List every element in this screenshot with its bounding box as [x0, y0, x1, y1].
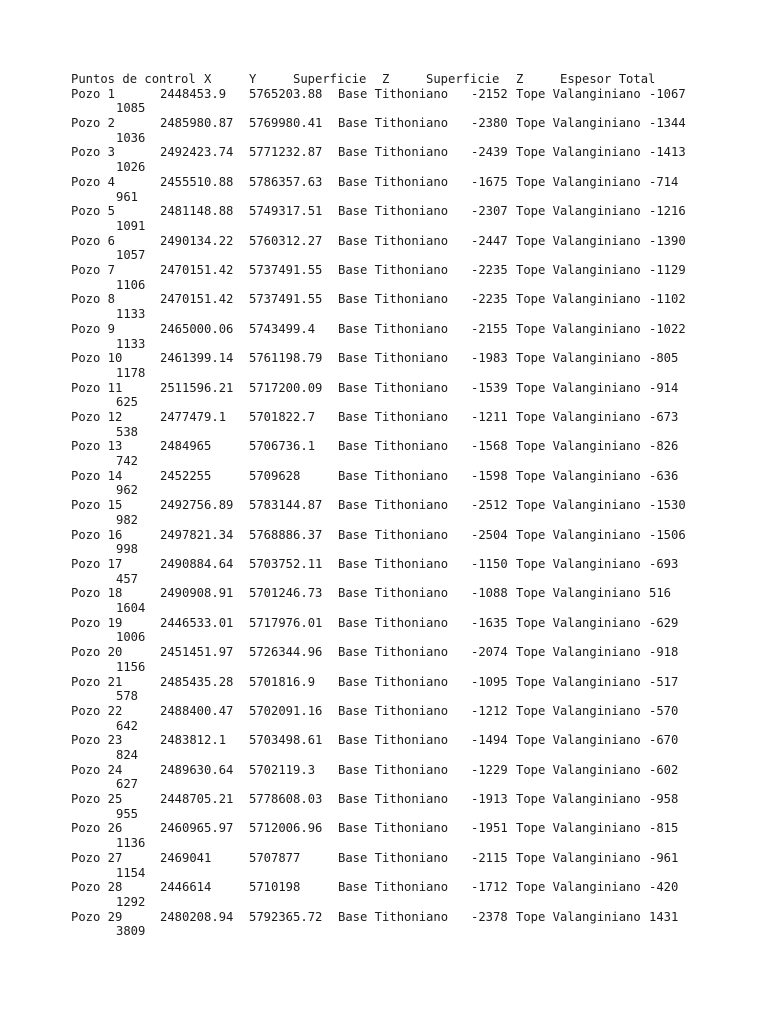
- cell-superficie-base: Base Tithoniano: [338, 527, 449, 542]
- cell-y: 5702091.16: [249, 703, 323, 718]
- cell-z-tope: -1413: [649, 145, 686, 160]
- cell-espesor: 538: [116, 424, 139, 439]
- cell-z-tope: 516: [649, 586, 672, 601]
- cell-z-base: -1088: [471, 586, 508, 601]
- cell-superficie-tope: Tope Valanginiano: [516, 821, 641, 836]
- cell-superficie-base: Base Tithoniano: [338, 351, 449, 366]
- cell-y: 5701816.9: [249, 674, 316, 689]
- cell-y: 5703498.61: [249, 733, 323, 748]
- cell-pozo: Pozo 22: [71, 703, 123, 718]
- cell-superficie-base: Base Tithoniano: [338, 174, 449, 189]
- cell-superficie-tope: Tope Valanginiano: [516, 792, 641, 807]
- cell-espesor: 1036: [116, 130, 146, 145]
- header-x: X: [204, 72, 212, 86]
- cell-superficie-tope: Tope Valanginiano: [516, 909, 641, 924]
- table-row: [71, 116, 751, 145]
- cell-superficie-base: Base Tithoniano: [338, 86, 449, 101]
- cell-espesor: 642: [116, 718, 139, 733]
- cell-pozo: Pozo 18: [71, 586, 123, 601]
- cell-pozo: Pozo 3: [71, 145, 116, 160]
- table-row: [71, 381, 751, 410]
- cell-x: 2470151.42: [160, 263, 234, 278]
- cell-superficie-tope: Tope Valanginiano: [516, 674, 641, 689]
- cell-y: 5760312.27: [249, 233, 323, 248]
- cell-z-base: -1539: [471, 380, 508, 395]
- cell-superficie-tope: Tope Valanginiano: [516, 439, 641, 454]
- cell-superficie-base: Base Tithoniano: [338, 792, 449, 807]
- cell-espesor: 625: [116, 395, 139, 410]
- cell-pozo: Pozo 14: [71, 468, 123, 483]
- cell-x: 2485980.87: [160, 116, 234, 131]
- cell-espesor: 1133: [116, 336, 146, 351]
- cell-x: 2451451.97: [160, 645, 234, 660]
- cell-z-tope: -961: [649, 850, 679, 865]
- cell-x: 2446614: [160, 880, 212, 895]
- cell-y: 5783144.87: [249, 498, 323, 513]
- cell-x: 2483812.1: [160, 733, 227, 748]
- cell-z-tope: -815: [649, 821, 679, 836]
- table-row: [71, 763, 751, 792]
- cell-pozo: Pozo 8: [71, 292, 116, 307]
- table-body: [71, 87, 751, 939]
- cell-superficie-tope: Tope Valanginiano: [516, 645, 641, 660]
- table-row: [71, 234, 751, 263]
- cell-pozo: Pozo 23: [71, 733, 123, 748]
- header-espesor: Espesor Total: [560, 72, 656, 86]
- cell-z-base: -2439: [471, 145, 508, 160]
- cell-x: 2489630.64: [160, 762, 234, 777]
- cell-z-tope: -958: [649, 792, 679, 807]
- cell-espesor: 1604: [116, 601, 146, 616]
- cell-pozo: Pozo 20: [71, 645, 123, 660]
- cell-y: 5703752.11: [249, 556, 323, 571]
- cell-x: 2490884.64: [160, 556, 234, 571]
- cell-pozo: Pozo 21: [71, 674, 123, 689]
- table-row: [71, 557, 751, 586]
- cell-superficie-tope: Tope Valanginiano: [516, 409, 641, 424]
- cell-z-tope: -570: [649, 703, 679, 718]
- header-y: Y: [249, 72, 257, 86]
- cell-pozo: Pozo 27: [71, 850, 123, 865]
- cell-espesor: 1156: [116, 659, 146, 674]
- table-row: [71, 410, 751, 439]
- cell-z-base: -2155: [471, 321, 508, 336]
- cell-y: 5737491.55: [249, 263, 323, 278]
- cell-superficie-tope: Tope Valanginiano: [516, 86, 641, 101]
- cell-superficie-tope: Tope Valanginiano: [516, 263, 641, 278]
- cell-pozo: Pozo 17: [71, 556, 123, 571]
- cell-z-tope: -673: [649, 409, 679, 424]
- cell-pozo: Pozo 9: [71, 321, 116, 336]
- cell-superficie-tope: Tope Valanginiano: [516, 233, 641, 248]
- table-row: [71, 733, 751, 762]
- cell-superficie-tope: Tope Valanginiano: [516, 321, 641, 336]
- cell-x: 2492423.74: [160, 145, 234, 160]
- cell-superficie-base: Base Tithoniano: [338, 145, 449, 160]
- cell-espesor: 961: [116, 189, 139, 204]
- table-row: [71, 910, 751, 939]
- cell-pozo: Pozo 5: [71, 204, 116, 219]
- cell-superficie-tope: Tope Valanginiano: [516, 880, 641, 895]
- cell-pozo: Pozo 16: [71, 527, 123, 542]
- cell-superficie-base: Base Tithoniano: [338, 645, 449, 660]
- cell-y: 5701246.73: [249, 586, 323, 601]
- cell-superficie-tope: Tope Valanginiano: [516, 733, 641, 748]
- cell-z-tope: -1530: [649, 498, 686, 513]
- cell-z-tope: -805: [649, 351, 679, 366]
- table-row: [71, 792, 751, 821]
- cell-superficie-base: Base Tithoniano: [338, 468, 449, 483]
- table-row: [71, 439, 751, 468]
- cell-z-tope: -1216: [649, 204, 686, 219]
- cell-z-tope: -1102: [649, 292, 686, 307]
- table-row: [71, 880, 751, 909]
- cell-z-base: -1568: [471, 439, 508, 454]
- header-puntos: Puntos de control: [71, 72, 196, 86]
- cell-superficie-base: Base Tithoniano: [338, 380, 449, 395]
- cell-espesor: 962: [116, 483, 139, 498]
- cell-z-base: -2235: [471, 263, 508, 278]
- cell-z-base: -2307: [471, 204, 508, 219]
- cell-y: 5717200.09: [249, 380, 323, 395]
- cell-z-tope: -1067: [649, 86, 686, 101]
- cell-pozo: Pozo 24: [71, 762, 123, 777]
- cell-x: 2448705.21: [160, 792, 234, 807]
- cell-y: 5792365.72: [249, 909, 323, 924]
- cell-x: 2446533.01: [160, 615, 234, 630]
- cell-superficie-tope: Tope Valanginiano: [516, 351, 641, 366]
- cell-pozo: Pozo 1: [71, 86, 116, 101]
- table-row: [71, 821, 751, 850]
- cell-x: 2511596.21: [160, 380, 234, 395]
- cell-y: 5771232.87: [249, 145, 323, 160]
- cell-espesor: 1085: [116, 101, 146, 116]
- cell-espesor: 955: [116, 806, 139, 821]
- table-row: [71, 586, 751, 615]
- cell-x: 2497821.34: [160, 527, 234, 542]
- cell-espesor: 1178: [116, 365, 146, 380]
- cell-y: 5707877: [249, 850, 301, 865]
- cell-superficie-base: Base Tithoniano: [338, 703, 449, 718]
- cell-pozo: Pozo 19: [71, 615, 123, 630]
- cell-espesor: 1026: [116, 160, 146, 175]
- table-row: [71, 528, 751, 557]
- cell-z-base: -1150: [471, 556, 508, 571]
- cell-superficie-base: Base Tithoniano: [338, 821, 449, 836]
- cell-x: 2465000.06: [160, 321, 234, 336]
- cell-espesor: 1154: [116, 865, 146, 880]
- cell-pozo: Pozo 12: [71, 409, 123, 424]
- cell-x: 2488400.47: [160, 703, 234, 718]
- cell-z-base: -1913: [471, 792, 508, 807]
- cell-x: 2480208.94: [160, 909, 234, 924]
- cell-superficie-tope: Tope Valanginiano: [516, 145, 641, 160]
- cell-z-tope: -1022: [649, 321, 686, 336]
- cell-espesor: 1006: [116, 630, 146, 645]
- cell-espesor: 578: [116, 689, 139, 704]
- cell-y: 5709628: [249, 468, 301, 483]
- cell-z-tope: -714: [649, 174, 679, 189]
- cell-superficie-base: Base Tithoniano: [338, 674, 449, 689]
- table-row: [71, 675, 751, 704]
- cell-z-base: -2115: [471, 850, 508, 865]
- table-row: [71, 87, 751, 116]
- cell-z-tope: -517: [649, 674, 679, 689]
- cell-z-base: -2074: [471, 645, 508, 660]
- cell-superficie-base: Base Tithoniano: [338, 733, 449, 748]
- cell-superficie-base: Base Tithoniano: [338, 850, 449, 865]
- cell-pozo: Pozo 28: [71, 880, 123, 895]
- cell-pozo: Pozo 15: [71, 498, 123, 513]
- cell-z-base: -2380: [471, 116, 508, 131]
- cell-superficie-tope: Tope Valanginiano: [516, 703, 641, 718]
- header-z-2: Z: [516, 72, 524, 86]
- cell-z-base: -1951: [471, 821, 508, 836]
- cell-z-tope: -693: [649, 556, 679, 571]
- cell-y: 5768886.37: [249, 527, 323, 542]
- cell-x: 2461399.14: [160, 351, 234, 366]
- cell-x: 2448453.9: [160, 86, 227, 101]
- cell-y: 5769980.41: [249, 116, 323, 131]
- cell-superficie-base: Base Tithoniano: [338, 762, 449, 777]
- cell-pozo: Pozo 6: [71, 233, 116, 248]
- cell-z-tope: 1431: [649, 909, 679, 924]
- cell-pozo: Pozo 7: [71, 263, 116, 278]
- cell-superficie-tope: Tope Valanginiano: [516, 762, 641, 777]
- cell-superficie-tope: Tope Valanginiano: [516, 556, 641, 571]
- cell-pozo: Pozo 29: [71, 909, 123, 924]
- cell-z-tope: -1506: [649, 527, 686, 542]
- cell-superficie-tope: Tope Valanginiano: [516, 380, 641, 395]
- cell-x: 2470151.42: [160, 292, 234, 307]
- cell-z-tope: -826: [649, 439, 679, 454]
- cell-x: 2481148.88: [160, 204, 234, 219]
- cell-z-base: -2504: [471, 527, 508, 542]
- cell-z-base: -1095: [471, 674, 508, 689]
- cell-superficie-base: Base Tithoniano: [338, 556, 449, 571]
- cell-x: 2452255: [160, 468, 212, 483]
- cell-superficie-base: Base Tithoniano: [338, 586, 449, 601]
- cell-superficie-tope: Tope Valanginiano: [516, 116, 641, 131]
- cell-y: 5786357.63: [249, 174, 323, 189]
- cell-z-tope: -1129: [649, 263, 686, 278]
- table-row: [71, 351, 751, 380]
- table-row: [71, 645, 751, 674]
- table-row: [71, 469, 751, 498]
- cell-z-base: -1494: [471, 733, 508, 748]
- table-row: [71, 704, 751, 733]
- cell-y: 5710198: [249, 880, 301, 895]
- cell-z-base: -1635: [471, 615, 508, 630]
- cell-superficie-base: Base Tithoniano: [338, 263, 449, 278]
- cell-superficie-tope: Tope Valanginiano: [516, 615, 641, 630]
- cell-z-tope: -602: [649, 762, 679, 777]
- cell-espesor: 457: [116, 571, 139, 586]
- cell-z-tope: -1390: [649, 233, 686, 248]
- cell-pozo: Pozo 2: [71, 116, 116, 131]
- cell-z-base: -1983: [471, 351, 508, 366]
- cell-y: 5701822.7: [249, 409, 316, 424]
- cell-y: 5717976.01: [249, 615, 323, 630]
- cell-y: 5737491.55: [249, 292, 323, 307]
- cell-z-tope: -670: [649, 733, 679, 748]
- cell-pozo: Pozo 4: [71, 174, 116, 189]
- cell-superficie-tope: Tope Valanginiano: [516, 498, 641, 513]
- cell-y: 5743499.4: [249, 321, 316, 336]
- cell-z-base: -2152: [471, 86, 508, 101]
- cell-z-base: -1675: [471, 174, 508, 189]
- cell-z-tope: -420: [649, 880, 679, 895]
- cell-superficie-tope: Tope Valanginiano: [516, 292, 641, 307]
- cell-espesor: 1292: [116, 894, 146, 909]
- cell-superficie-tope: Tope Valanginiano: [516, 204, 641, 219]
- table-row: [71, 616, 751, 645]
- document-table: [71, 72, 751, 939]
- cell-superficie-base: Base Tithoniano: [338, 116, 449, 131]
- cell-superficie-tope: Tope Valanginiano: [516, 174, 641, 189]
- table-row: [71, 498, 751, 527]
- cell-z-base: -2512: [471, 498, 508, 513]
- cell-superficie-base: Base Tithoniano: [338, 909, 449, 924]
- cell-y: 5706736.1: [249, 439, 316, 454]
- cell-espesor: 742: [116, 454, 139, 469]
- cell-espesor: 1133: [116, 307, 146, 322]
- cell-espesor: 982: [116, 512, 139, 527]
- cell-superficie-base: Base Tithoniano: [338, 409, 449, 424]
- cell-superficie-base: Base Tithoniano: [338, 880, 449, 895]
- cell-z-base: -1712: [471, 880, 508, 895]
- table-row: [71, 263, 751, 292]
- table-row: [71, 322, 751, 351]
- cell-superficie-base: Base Tithoniano: [338, 498, 449, 513]
- cell-superficie-tope: Tope Valanginiano: [516, 586, 641, 601]
- cell-superficie-tope: Tope Valanginiano: [516, 468, 641, 483]
- table-header: [71, 72, 751, 87]
- cell-espesor: 1136: [116, 836, 146, 851]
- cell-z-base: -1598: [471, 468, 508, 483]
- table-row: [71, 292, 751, 321]
- cell-z-base: -1212: [471, 703, 508, 718]
- cell-z-base: -1229: [471, 762, 508, 777]
- cell-y: 5778608.03: [249, 792, 323, 807]
- cell-superficie-base: Base Tithoniano: [338, 233, 449, 248]
- table-row: [71, 204, 751, 233]
- cell-y: 5712006.96: [249, 821, 323, 836]
- cell-y: 5765203.88: [249, 86, 323, 101]
- cell-superficie-base: Base Tithoniano: [338, 292, 449, 307]
- cell-superficie-base: Base Tithoniano: [338, 321, 449, 336]
- header-z-1: Z: [382, 72, 390, 86]
- table-row: [71, 175, 751, 204]
- header-superficie-1: Superficie: [293, 72, 367, 86]
- cell-x: 2460965.97: [160, 821, 234, 836]
- cell-z-tope: -636: [649, 468, 679, 483]
- cell-z-tope: -918: [649, 645, 679, 660]
- cell-superficie-base: Base Tithoniano: [338, 615, 449, 630]
- cell-z-tope: -1344: [649, 116, 686, 131]
- table-row: [71, 851, 751, 880]
- cell-espesor: 824: [116, 747, 139, 762]
- cell-x: 2477479.1: [160, 409, 227, 424]
- cell-z-tope: -914: [649, 380, 679, 395]
- cell-y: 5761198.79: [249, 351, 323, 366]
- cell-espesor: 1057: [116, 248, 146, 263]
- cell-x: 2484965: [160, 439, 212, 454]
- cell-y: 5702119.3: [249, 762, 316, 777]
- cell-z-base: -2447: [471, 233, 508, 248]
- cell-x: 2490908.91: [160, 586, 234, 601]
- cell-pozo: Pozo 10: [71, 351, 123, 366]
- cell-pozo: Pozo 11: [71, 380, 123, 395]
- cell-x: 2455510.88: [160, 174, 234, 189]
- cell-x: 2492756.89: [160, 498, 234, 513]
- cell-z-base: -2235: [471, 292, 508, 307]
- cell-superficie-tope: Tope Valanginiano: [516, 850, 641, 865]
- cell-pozo: Pozo 25: [71, 792, 123, 807]
- cell-espesor: 998: [116, 542, 139, 557]
- cell-espesor: 1106: [116, 277, 146, 292]
- cell-z-base: -1211: [471, 409, 508, 424]
- cell-pozo: Pozo 13: [71, 439, 123, 454]
- cell-z-tope: -629: [649, 615, 679, 630]
- cell-espesor: 627: [116, 777, 139, 792]
- cell-z-base: -2378: [471, 909, 508, 924]
- cell-espesor: 1091: [116, 218, 146, 233]
- header-superficie-2: Superficie: [426, 72, 500, 86]
- cell-y: 5726344.96: [249, 645, 323, 660]
- cell-espesor: 3809: [116, 924, 146, 939]
- cell-superficie-base: Base Tithoniano: [338, 439, 449, 454]
- cell-superficie-base: Base Tithoniano: [338, 204, 449, 219]
- cell-y: 5749317.51: [249, 204, 323, 219]
- cell-x: 2485435.28: [160, 674, 234, 689]
- cell-superficie-tope: Tope Valanginiano: [516, 527, 641, 542]
- table-row: [71, 145, 751, 174]
- cell-pozo: Pozo 26: [71, 821, 123, 836]
- cell-x: 2469041: [160, 850, 212, 865]
- cell-x: 2490134.22: [160, 233, 234, 248]
